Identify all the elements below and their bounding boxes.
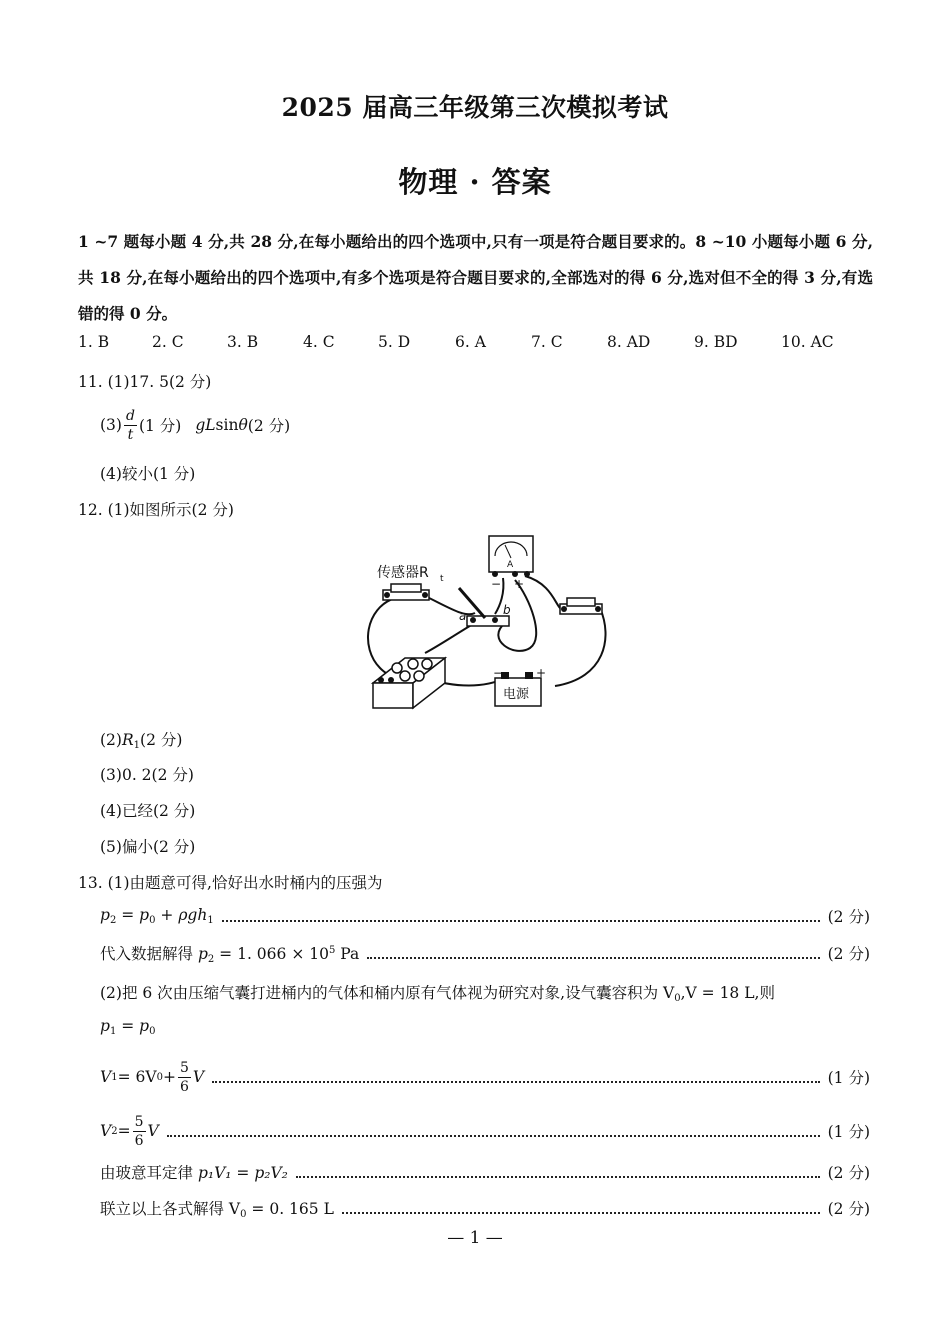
source-plus: + [536, 666, 547, 680]
frac-numerator: d [125, 407, 135, 424]
q11-expr-theta: θ [238, 416, 248, 434]
q11-part3-score2: (2 分) [247, 417, 291, 435]
q11-expr-sin: sin [215, 416, 239, 434]
leader-dots [212, 1072, 820, 1083]
eq2-p: p [197, 944, 208, 963]
wire-switch-box [425, 624, 473, 653]
scoring-instructions: 1 ~7 题每小题 4 分,共 28 分,在每小题给出的四个选项中,只有一项是符合题目要求的。8 ~10 小题每小题 6 分,共 18 分,在每小题给出的四个选项中,有多个选项是符合题目要求的,全部选对的得 6 分,选对但不全的得 3 分,有选错的得 0 分。 [78, 232, 873, 323]
answer-8: 8. AD [607, 333, 651, 351]
frac-denominator: t [127, 426, 134, 443]
q11-part1: 11. (1)17. 5(2 分) [78, 373, 212, 391]
q13-part1: 13. (1)由题意可得,恰好出水时桶内的压强为 [78, 874, 383, 892]
q12-part2-sub: 1 [133, 740, 141, 751]
q13-eq2-score: (2 分) [827, 945, 870, 963]
q13-eq5-score: (1 分) [827, 1123, 870, 1141]
eq7-text: 联立以上各式解得 V [100, 1199, 241, 1218]
q11-part3-score1: (1 分) [138, 417, 182, 435]
eq4-mid-sub: 0 [156, 1071, 163, 1083]
q13-eq4-row [100, 1060, 870, 1094]
answer-4: 4. C [303, 333, 335, 351]
answer-5: 5. D [378, 333, 411, 351]
eq3-p1: p [100, 1017, 110, 1035]
ammeter-minus: − [491, 577, 502, 591]
eq3-p0: p [139, 1017, 150, 1035]
exam-subtitle: 物理 · 答案 [398, 165, 552, 199]
q13-eq6-score: (2 分) [827, 1164, 870, 1182]
q13-part2-sub: 0 [674, 993, 681, 1004]
eq5-num: 5 [134, 1113, 144, 1130]
ammeter [489, 536, 533, 591]
leader-dots [342, 1203, 820, 1214]
wire-ammeter-right [525, 576, 560, 608]
answer-3: 3. B [227, 333, 259, 351]
leader-dots [296, 1167, 820, 1178]
q12-part2-var: R [121, 731, 134, 749]
answer-10: 10. AC [781, 333, 834, 351]
eq1-rgh-sub: 1 [207, 915, 214, 926]
q13-eq2 [100, 942, 359, 965]
q13-eq1-score: (2 分) [827, 908, 870, 926]
q12-part2-score: (2 分) [140, 731, 183, 749]
q12-part4: (4)已经(2 分) [100, 802, 196, 820]
sensor-component [377, 564, 444, 600]
eq1-p: p [100, 906, 110, 924]
eq2-unit: Pa [335, 944, 360, 963]
eq4-num: 5 [179, 1059, 189, 1076]
eq1-p0: p [139, 906, 150, 924]
switch-a: a [459, 609, 467, 623]
eq2-text: 代入数据解得 [100, 944, 198, 963]
q12-part5: (5)偏小(2 分) [100, 838, 196, 856]
eq2-value: = 1. 066 × 10 [214, 944, 329, 963]
source-label: 电源 [503, 687, 530, 702]
resistance-box [373, 658, 445, 708]
answer-6: 6. A [455, 333, 486, 351]
eq4-plus: + [162, 1068, 176, 1086]
resistor-component [560, 598, 602, 614]
q13-eq4-score: (1 分) [827, 1069, 870, 1087]
eq1-equals: = [116, 906, 140, 924]
q13-part2-text: (2)把 6 次由压缩气囊打进桶内的气体和桶内原有气体视为研究对象,设气囊容积为 V [100, 984, 675, 1002]
eq2-p-sub: 2 [207, 953, 215, 965]
leader-dots [367, 948, 819, 959]
eq1-rgh: ρgh [178, 906, 208, 924]
q13-eq6-row [100, 1161, 870, 1183]
q13-eq7-score: (2 分) [827, 1200, 870, 1218]
q13-eq5 [100, 1115, 159, 1148]
answer-2: 2. C [152, 333, 184, 351]
ammeter-label: A [507, 560, 514, 570]
sensor-label-sub: t [440, 574, 444, 584]
q11-fraction [124, 409, 137, 442]
q12-part2-prefix: (2) [100, 731, 122, 749]
q13-eq5-row [100, 1114, 870, 1148]
q13-eq7-row [100, 1197, 870, 1219]
eq5-v2: V [100, 1122, 112, 1140]
eq7-sub: 0 [240, 1208, 247, 1220]
leader-dots [222, 911, 820, 922]
exam-title: 2025 届高三年级第三次模拟考试 [281, 93, 669, 122]
switch-b: b [503, 603, 511, 617]
power-source [493, 666, 546, 706]
q11-part3 [100, 408, 290, 442]
eq4-mid: = 6V [117, 1068, 157, 1086]
q13-eq7 [100, 1197, 334, 1220]
eq5-fraction [133, 1115, 146, 1148]
sensor-label: 传感器R [377, 565, 429, 581]
q11-part3-prefix: (3) [100, 416, 122, 434]
q13-part2 [100, 981, 775, 1004]
leader-dots [167, 1126, 820, 1137]
answer-9: 9. BD [694, 333, 738, 351]
q13-eq1-row [100, 905, 870, 927]
eq4-tail: V [192, 1068, 205, 1086]
eq4-fraction [178, 1061, 191, 1094]
q11-expr-gl: gL [195, 416, 216, 434]
answer-1: 1. B [78, 333, 110, 351]
q13-part2-rest: ,V = 18 L,则 [680, 984, 775, 1002]
eq7-value: = 0. 165 L [246, 1199, 334, 1218]
eq1-plus: + [155, 906, 179, 924]
q13-eq3 [100, 1017, 155, 1037]
ammeter-plus: + [514, 577, 525, 591]
page-number: — 1 — [447, 1228, 503, 1248]
eq4-v1: V [100, 1068, 112, 1086]
eq6-expr: p₁V₁ = p₂V₂ [197, 1164, 288, 1182]
q12-part3: (3)0. 2(2 分) [100, 766, 194, 784]
source-minus: − [493, 666, 504, 680]
circuit-diagram [355, 528, 615, 713]
eq1-p0-sub: 0 [149, 915, 156, 926]
q11-part4: (4)较小(1 分) [100, 465, 196, 483]
wire-box-right [555, 608, 606, 686]
eq3-p1-sub: 1 [109, 1026, 117, 1037]
eq5-v2-sub: 2 [111, 1125, 118, 1137]
q13-eq4 [100, 1061, 204, 1094]
q13-eq1 [100, 906, 214, 926]
eq5-equals: = [117, 1122, 131, 1140]
q12-part2 [100, 728, 182, 751]
eq2-exponent: 5 [328, 944, 336, 956]
eq4-den: 6 [179, 1078, 189, 1095]
eq5-den: 6 [134, 1132, 144, 1149]
q13-eq2-row [100, 942, 870, 964]
eq3-equals: = [116, 1017, 140, 1035]
q13-eq6 [100, 1161, 288, 1183]
eq1-p-sub: 2 [109, 915, 117, 926]
eq6-text: 由玻意耳定律 [100, 1164, 198, 1182]
answer-7: 7. C [531, 333, 563, 351]
q12-part1: 12. (1)如图所示(2 分) [78, 501, 234, 519]
eq3-p0-sub: 0 [149, 1026, 156, 1037]
eq5-tail: V [147, 1122, 159, 1140]
eq4-v1-sub: 1 [111, 1071, 118, 1083]
